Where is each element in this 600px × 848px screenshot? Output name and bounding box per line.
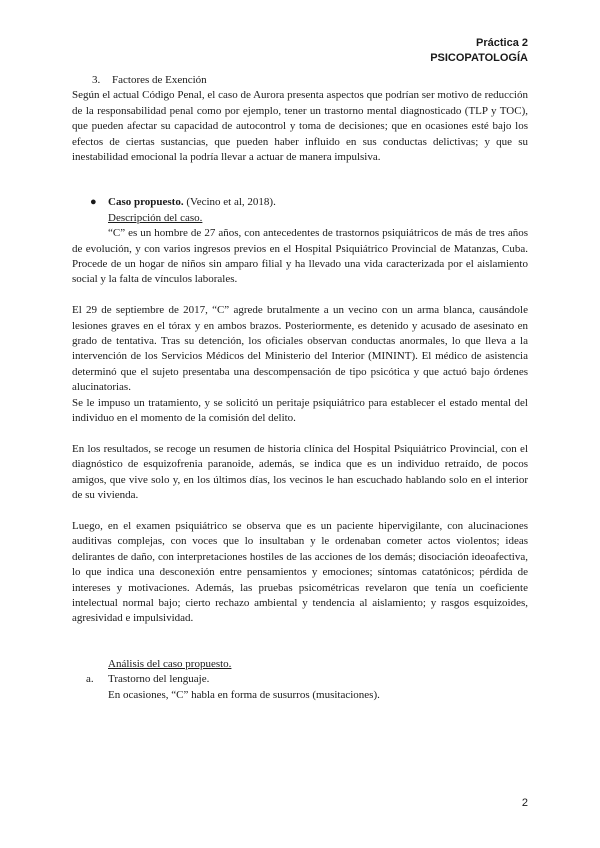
case-paragraph-2: El 29 de septiembre de 2017, “C” agrede brutalmente a un vecino con un arma blanca, causándole lesiones graves en el tórax y en ambos brazos. Posteriormente, es detenido y acusado de asesinato en grado de tentativa. Tras su detención, los oficiales observan conductas anormales, lo que lleva a la intervención de los Servicios Médicos del Ministerio del Interior (MININT). El médico de asistencia determinó que el sujeto presentaba una descompensación de tipo psicótica y que actuó bajo órdenes alucinatorias. bbox=[72, 304, 528, 394]
case-title: Caso propuesto. bbox=[108, 196, 184, 209]
analysis-item-text: En ocasiones, “C” habla en forma de susurros (musitaciones). bbox=[108, 688, 380, 701]
analysis-item-a bbox=[72, 672, 528, 687]
case-heading bbox=[72, 195, 528, 210]
case-paragraph-4: En los resultados, se recoge un resumen de historia clínica del Hospital Psiquiátrico Provincial, con el diagnóstico de esquizofrenia paranoide, además, se indica que es un individuo retraído, de pocos amigos, que vive solo y, en los últimos días, los vecinos le han escuchado hablando solo en el interior de su vivienda. bbox=[72, 442, 528, 502]
item-letter: a. bbox=[86, 673, 94, 686]
item-title: Trastorno del lenguaje. bbox=[108, 673, 210, 686]
case-paragraph-5: Luego, en el examen psiquiátrico se observa que es un paciente hipervigilante, con alucinaciones auditivas complejas, con voces que lo insultaban y le ordenaban cometer actos violentos; ideas delirantes de daño, con interpretaciones hostiles de las acciones de los demás; disociación ideoafectiva, lo que indica una desconexión entre pensamientos y emociones; síntomas catatónicos; pérdida de intereses y motivaciones. Además, las pruebas psicométricas revelaron que tenía un coeficiente intelectual normal bajo; cierto rechazo ambiental y tendencia al aislamiento; y rasgos esquizoides, agresividad e impulsividad. bbox=[72, 519, 528, 625]
case-citation: (Vecino et al, 2018). bbox=[183, 196, 276, 209]
bullet-icon: ● bbox=[90, 196, 97, 209]
section-3-heading bbox=[72, 73, 528, 88]
case-paragraph-3: Se le impuso un tratamiento, y se solicitó un peritaje psiquiátrico para establecer el estado mental del individuo en el momento de la comisión del delito. bbox=[72, 396, 528, 425]
case-paragraph-1: “C” es un hombre de 27 años, con antecedentes de trastornos psiquiátricos de más de tres años de evolución, y con varios ingresos previos en el Hospital Psiquiátrico Provincial de Matanzas, Cuba. Procede de un hogar de niños sin amparo filial y ha llevado una vida caracterizada por el aislamiento social y la falta de vínculos laborales. bbox=[72, 227, 528, 286]
case-description-heading: Descripción del caso. bbox=[108, 211, 203, 224]
analysis-heading: Análisis del caso propuesto. bbox=[108, 657, 232, 670]
section-3-paragraph: Según el actual Código Penal, el caso de Aurora presenta aspectos que podrían ser motivo de reducción de la responsabilidad penal como por ejemplo, tener un trastorno mental diagnosticado (TLP y TOC), que pueden afectar su capacidad de autocontrol y toma de decisiones; que en ocasiones esté bajo los efectos de ciertas sustancias, que pueden haber influido en sus conductas delictivas; y que su inestabilidad emocional la podría llevar a actuar de manera impulsiva. bbox=[72, 89, 528, 164]
document-body bbox=[72, 73, 528, 703]
section-title: Factores de Exención bbox=[112, 74, 207, 86]
page-header bbox=[430, 36, 528, 66]
page-number: 2 bbox=[521, 797, 528, 809]
header-subject: PSICOPATOLOGÍA bbox=[430, 52, 528, 64]
section-number: 3. bbox=[92, 74, 101, 86]
header-practice: Práctica 2 bbox=[476, 37, 528, 49]
